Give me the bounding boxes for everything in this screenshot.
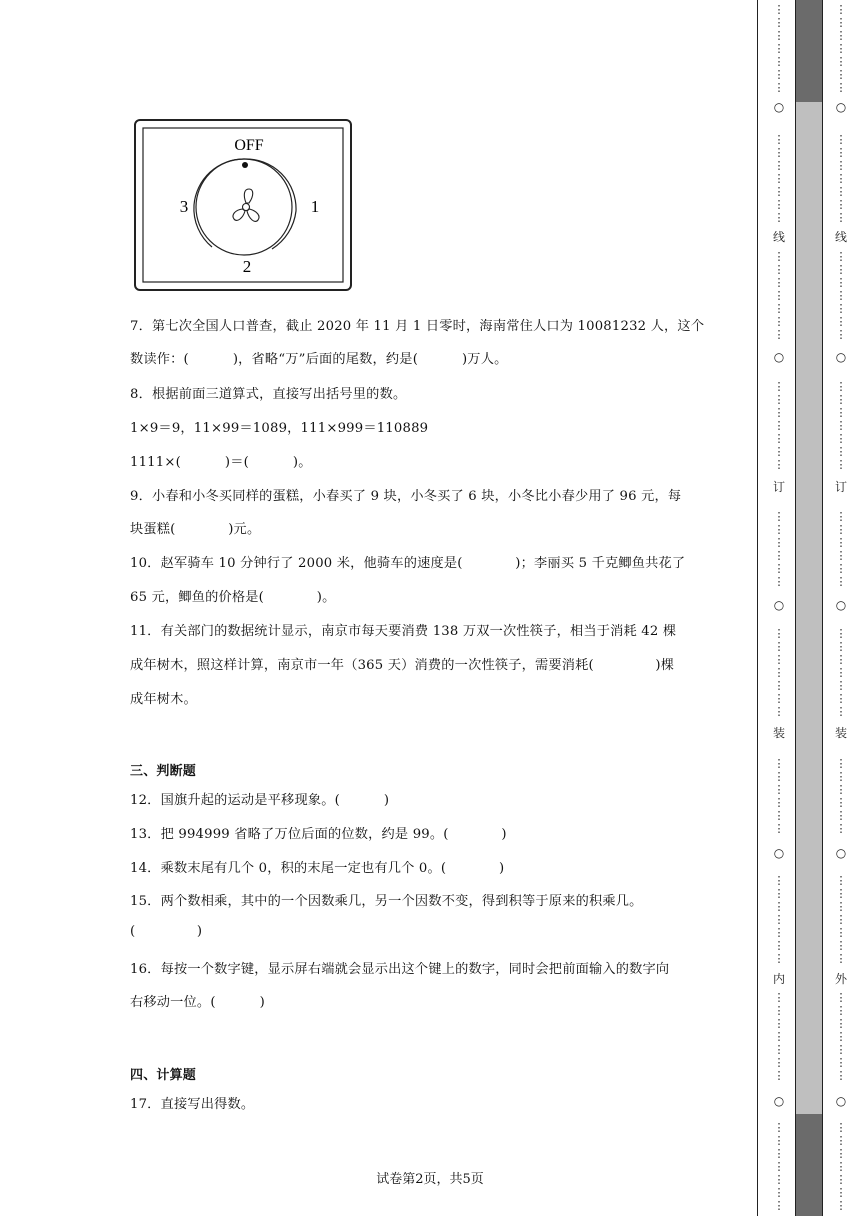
margin-dot: ⋮ (835, 302, 847, 315)
margin-dot: ⋮ (773, 653, 785, 666)
margin-gray-band (796, 102, 822, 1114)
margin-dot: ⋮ (773, 29, 785, 42)
margin-dark-bar-bottom (796, 1114, 822, 1216)
margin-dark-bar-top (796, 0, 822, 102)
margin-dot: ⋮ (835, 1173, 847, 1186)
margin-dot: ⋮ (773, 913, 785, 926)
margin-dot: ⋮ (835, 887, 847, 900)
margin-dot: ⋮ (773, 692, 785, 705)
question-11-line-1: 11．有关部门的数据统计显示，南京市每天要消费 138 万双一次性筷子，相当于消耗 42 棵 (130, 624, 677, 639)
margin-dot: ⋮ (835, 809, 847, 822)
margin-dot: ⋮ (835, 1069, 847, 1082)
setting-3-label: 3 (179, 197, 189, 216)
margin-dot: ⋮ (835, 432, 847, 445)
margin-dot: ⋮ (773, 809, 785, 822)
margin-dot: ⋮ (773, 250, 785, 263)
margin-dot: ⋮ (835, 1004, 847, 1017)
margin-dot: ⋮ (835, 1043, 847, 1056)
margin-dot: ⋮ (835, 406, 847, 419)
margin-dot: ⋮ (835, 250, 847, 263)
margin-dot: ⋮ (773, 1017, 785, 1030)
fan-icon (233, 189, 259, 221)
question-13: 13．把 994999 省略了万位后面的位数，约是 99。( ) (130, 827, 507, 842)
margin-dot: ⋮ (835, 1147, 847, 1160)
margin-dot: ⋮ (835, 939, 847, 952)
margin-dot: ⋮ (835, 276, 847, 289)
margin-dot: ⋮ (773, 523, 785, 536)
margin-dot: ⋮ (773, 952, 785, 965)
question-17: 17．直接写出得数。 (130, 1097, 255, 1112)
margin-dot: ⋮ (835, 289, 847, 302)
margin-dot: ⋮ (835, 796, 847, 809)
margin-dot: ⋮ (773, 146, 785, 159)
margin-dot: ⋮ (835, 549, 847, 562)
question-7-line-1: 7．第七次全国人口普查，截止 2020 年 11 月 1 日零时，海南常住人口为 10081232 人，这个 (130, 319, 705, 334)
margin-dot: ⋮ (773, 887, 785, 900)
margin-dot: ⋮ (773, 1147, 785, 1160)
margin-dot: ⋮ (773, 1160, 785, 1173)
section-3-title: 三、判断题 (130, 764, 197, 779)
margin-dot: ⋮ (773, 1056, 785, 1069)
margin-rule-left (757, 0, 758, 1216)
margin-dot: ⋮ (773, 679, 785, 692)
outer-char-xian: 线 (834, 230, 847, 244)
margin-dot: ⋮ (835, 1160, 847, 1173)
outer-circle-2: ○ (835, 350, 847, 364)
margin-dot: ⋮ (773, 380, 785, 393)
margin-dot: ⋮ (773, 640, 785, 653)
margin-dot: ⋮ (773, 172, 785, 185)
inner-circle-1: ○ (773, 100, 785, 114)
question-15-blank: ( ) (130, 924, 203, 939)
margin-dot: ⋮ (835, 679, 847, 692)
margin-dot: ⋮ (773, 770, 785, 783)
margin-dot: ⋮ (773, 133, 785, 146)
margin-dot: ⋮ (773, 991, 785, 1004)
margin-dot: ⋮ (835, 146, 847, 159)
margin-dot: ⋮ (835, 81, 847, 94)
margin-dot: ⋮ (773, 198, 785, 211)
margin-dot: ⋮ (773, 900, 785, 913)
fan-dial-diagram (134, 119, 354, 293)
margin-dot: ⋮ (835, 55, 847, 68)
margin-dot: ⋮ (773, 1004, 785, 1017)
margin-dot: ⋮ (773, 705, 785, 718)
margin-dot: ⋮ (773, 68, 785, 81)
outer-circle-4: ○ (835, 846, 847, 860)
question-12: 12．国旗升起的运动是平移现象。( ) (130, 793, 390, 808)
question-16-line-1: 16．每按一个数字键，显示屏右端就会显示出这个键上的数字，同时会把前面输入的数字向 (130, 962, 670, 977)
margin-dot: ⋮ (835, 653, 847, 666)
margin-dot: ⋮ (773, 757, 785, 770)
margin-dot: ⋮ (835, 575, 847, 588)
question-15-line-1: 15．两个数相乘，其中的一个因数乘几，另一个因数不变，得到积等于原来的积乘几。 (130, 894, 643, 909)
margin-dot: ⋮ (835, 198, 847, 211)
margin-dot: ⋮ (773, 627, 785, 640)
margin-dot: ⋮ (773, 1173, 785, 1186)
margin-dot: ⋮ (773, 536, 785, 549)
margin-dot: ⋮ (773, 185, 785, 198)
margin-dot: ⋮ (835, 692, 847, 705)
margin-dot: ⋮ (773, 1121, 785, 1134)
outer-circle-3: ○ (835, 598, 847, 612)
margin-dot: ⋮ (835, 913, 847, 926)
margin-dot: ⋮ (773, 796, 785, 809)
margin-dot: ⋮ (773, 419, 785, 432)
question-16-line-2: 右移动一位。( ) (130, 995, 265, 1010)
question-14: 14．乘数末尾有几个 0，积的末尾一定也有几个 0。( ) (130, 861, 505, 876)
outer-char-wai: 外 (834, 972, 847, 986)
margin-dot: ⋮ (773, 458, 785, 471)
margin-dot: ⋮ (773, 1199, 785, 1212)
margin-dot: ⋮ (835, 328, 847, 341)
margin-dot: ⋮ (835, 562, 847, 575)
margin-dot: ⋮ (835, 133, 847, 146)
margin-dot: ⋮ (835, 900, 847, 913)
setting-1-label: 1 (310, 197, 320, 216)
outer-circle-5: ○ (835, 1094, 847, 1108)
margin-dot: ⋮ (835, 16, 847, 29)
margin-dot: ⋮ (773, 42, 785, 55)
page-footer: 试卷第2页，共5页 (376, 1172, 484, 1187)
margin-dot: ⋮ (835, 991, 847, 1004)
question-10-line-1: 10．赵军骑车 10 分钟行了 2000 米，他骑车的速度是( )；李丽买 5 千克鲫鱼共花了 (130, 556, 686, 571)
margin-dot: ⋮ (835, 874, 847, 887)
margin-dot: ⋮ (773, 3, 785, 16)
margin-rule-mid2 (822, 0, 823, 1216)
inner-circle-5: ○ (773, 1094, 785, 1108)
margin-dot: ⋮ (773, 55, 785, 68)
off-label: OFF (234, 137, 264, 154)
margin-dot: ⋮ (835, 536, 847, 549)
margin-dot: ⋮ (835, 1121, 847, 1134)
margin-dot: ⋮ (835, 172, 847, 185)
outer-char-ding: 订 (834, 480, 847, 494)
dial-indicator-dot (242, 162, 248, 168)
margin-dot: ⋮ (835, 263, 847, 276)
margin-dot: ⋮ (835, 757, 847, 770)
margin-dot: ⋮ (773, 289, 785, 302)
margin-dot: ⋮ (835, 822, 847, 835)
margin-dot: ⋮ (773, 302, 785, 315)
margin-dot: ⋮ (835, 1030, 847, 1043)
margin-dot: ⋮ (773, 328, 785, 341)
inner-char-nei: 内 (772, 972, 785, 986)
question-10-line-2: 65 元，鲫鱼的价格是( )。 (130, 590, 336, 605)
question-7-line-2: 数读作：( )，省略“万”后面的尾数，约是( )万人。 (130, 352, 508, 367)
margin-dot: ⋮ (773, 1186, 785, 1199)
margin-dot: ⋮ (835, 783, 847, 796)
margin-dot: ⋮ (773, 263, 785, 276)
margin-dot: ⋮ (773, 666, 785, 679)
margin-dot: ⋮ (773, 822, 785, 835)
section-4-title: 四、计算题 (130, 1068, 197, 1083)
margin-dot: ⋮ (773, 874, 785, 887)
margin-dot: ⋮ (835, 419, 847, 432)
inner-char-ding: 订 (772, 480, 785, 494)
margin-dot: ⋮ (773, 549, 785, 562)
margin-dot: ⋮ (773, 1030, 785, 1043)
question-9-line-2: 块蛋糕( )元。 (130, 522, 261, 537)
margin-dot: ⋮ (773, 315, 785, 328)
inner-char-zhuang: 装 (772, 726, 785, 740)
inner-char-xian: 线 (772, 230, 785, 244)
margin-dot: ⋮ (835, 29, 847, 42)
margin-dot: ⋮ (835, 445, 847, 458)
question-9-line-1: 9．小春和小冬买同样的蛋糕，小春买了 9 块，小冬买了 6 块，小冬比小春少用了 96 元，每 (130, 489, 682, 504)
margin-dot: ⋮ (835, 1056, 847, 1069)
margin-dot: ⋮ (835, 3, 847, 16)
margin-dot: ⋮ (835, 159, 847, 172)
inner-circle-2: ○ (773, 350, 785, 364)
setting-2-label: 2 (242, 257, 252, 276)
inner-circle-4: ○ (773, 846, 785, 860)
margin-dot: ⋮ (773, 562, 785, 575)
margin-dot: ⋮ (835, 926, 847, 939)
margin-dot: ⋮ (835, 211, 847, 224)
margin-dot: ⋮ (773, 16, 785, 29)
margin-dot: ⋮ (835, 185, 847, 198)
margin-dot: ⋮ (773, 445, 785, 458)
margin-dot: ⋮ (835, 1199, 847, 1212)
margin-dot: ⋮ (773, 211, 785, 224)
question-8-line-1: 8．根据前面三道算式，直接写出括号里的数。 (130, 387, 407, 402)
question-8-formulas: 1×9＝9，11×99＝1089，111×999＝110889 (130, 421, 429, 436)
outer-char-zhuang: 装 (834, 726, 847, 740)
margin-dot: ⋮ (773, 432, 785, 445)
question-8-blank: 1111×( )＝( )。 (130, 455, 312, 470)
margin-dot: ⋮ (835, 952, 847, 965)
margin-dot: ⋮ (773, 406, 785, 419)
margin-dot: ⋮ (835, 393, 847, 406)
question-11-line-2: 成年树木，照这样计算，南京市一年（365 天）消费的一次性筷子，需要消耗( )棵 (130, 658, 675, 673)
margin-dot: ⋮ (773, 276, 785, 289)
margin-dot: ⋮ (835, 705, 847, 718)
margin-dot: ⋮ (773, 1069, 785, 1082)
margin-dot: ⋮ (773, 393, 785, 406)
margin-dot: ⋮ (835, 770, 847, 783)
margin-dot: ⋮ (835, 640, 847, 653)
margin-dot: ⋮ (835, 627, 847, 640)
margin-dot: ⋮ (835, 666, 847, 679)
margin-dot: ⋮ (773, 1134, 785, 1147)
margin-dot: ⋮ (835, 510, 847, 523)
outer-circle-1: ○ (835, 100, 847, 114)
margin-dot: ⋮ (773, 81, 785, 94)
question-11-line-3: 成年树木。 (130, 692, 197, 707)
margin-dot: ⋮ (835, 523, 847, 536)
margin-dot: ⋮ (835, 68, 847, 81)
margin-dot: ⋮ (835, 458, 847, 471)
margin-dot: ⋮ (773, 783, 785, 796)
margin-dot: ⋮ (773, 926, 785, 939)
margin-dot: ⋮ (835, 1017, 847, 1030)
margin-dot: ⋮ (773, 510, 785, 523)
margin-dot: ⋮ (773, 939, 785, 952)
margin-dot: ⋮ (773, 159, 785, 172)
margin-dot: ⋮ (773, 1043, 785, 1056)
margin-dot: ⋮ (835, 380, 847, 393)
margin-dot: ⋮ (835, 1134, 847, 1147)
inner-circle-3: ○ (773, 598, 785, 612)
margin-dot: ⋮ (773, 575, 785, 588)
margin-dot: ⋮ (835, 1186, 847, 1199)
margin-dot: ⋮ (835, 315, 847, 328)
margin-dot: ⋮ (835, 42, 847, 55)
